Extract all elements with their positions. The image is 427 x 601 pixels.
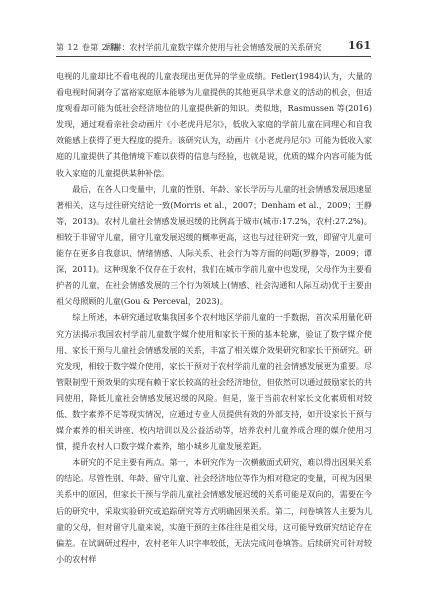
running-title: 顾赫：农村学前儿童数字媒介使用与社会情感发展的关系研究 bbox=[105, 43, 322, 52]
paragraph: 最后，在各人口变量中，儿童的性别、年龄、家长学历与儿童的社会情感发展迅速显著相关，这与过往研究结论一致(Morris et al.，2007；Denham et al.，2009；王静等，2013)。农村儿童社会情感发展迟缓的比例高于城市(城市:17.2%，农村:27.2%)。相较于非留守儿童，留守儿童发展迟缓的概率更高，这也与过往研究一致，即留守儿童可能存在更多自我意识、情绪情感、人际关系、社会行为等方面的问题(罗静等，2009；谭深，2011)。这种现象不仅存在于农村，我们在城市学前儿童中也发现，父母作为主要看护者的儿童，在社会情感发展的三个行为领域上(情感、社会沟通和人际互动)优于主要由祖父母照顾的儿童(Gou & Perceval，2023)。 bbox=[56, 183, 372, 307]
article-body bbox=[56, 68, 372, 567]
running-header bbox=[56, 40, 371, 57]
page-number: 161 bbox=[348, 39, 371, 52]
issue-label: 第 12 卷第 2 期 bbox=[56, 43, 119, 52]
paragraph: 本研究的不足主要有两点。第一，本研究作为一次横截面式研究，难以得出因果关系的结论。尽管性别、年龄、留守儿童、社会经济地位等作为相对稳定的变量，可视为因果关系中的原因，但家长干预与学前儿童社会情感发展迟缓的关系可能是双向的，需要在今后的研究中，采取实验研究或追踪研究等方式明确因果关系。第二，问卷填答人主要为儿童的父母，但对留守儿童来说，实施干预的主体往往是祖父母，这可能导致研究结论存在偏差。在试调研过程中，农村老年人识字率较低，无法完成问卷填答。后续研究可针对较小的农村样 bbox=[56, 457, 372, 564]
paragraph-continued: 电视的儿童却比不看电视的儿童表现出更优异的学业成绩。Fetler(1984)认为，大量的看电视时间剥夺了富裕家庭原本能够为儿童提供的其他更具学术意义的活动的机会，但适度观看却可能为低社会经济地位的儿童提供新的知识。类似地，Rasmussen 等(2016)发现，通过观看亲社会动画片《小老虎丹尼尔》，低收入家庭的学前儿童在同理心和自我效能感上获得了更大程度的提升。该研究认为，动画片《小老虎丹尼尔》可能为低收入家庭的儿童提供了其他情境下难以获得的信息与经验，也就是说，优质的媒介内容可能为低收入家庭的儿童提供某种补偿。 bbox=[56, 71, 372, 178]
paragraph: 综上所述，本研究通过收集我国多个农村地区学前儿童的一手数据，首次采用量化研究方法揭示我国农村学前儿童数字媒介使用和家长干预的基本轮廓，验证了数字媒介使用、家长干预与儿童社会情感发展的关系，丰富了相关媒介效果研究和家长干预研究。研究发现，相较于数字媒介使用，家长干预对于农村学前儿童的社会情感发展更为重要。尽管限制型干预效果的实现有赖于家长较高的社会经济地位，但依然可以通过鼓励家长的共同使用，降低儿童社会情感发展迟缓的风险。但是，鉴于当前农村家长文化素质相对较低、数字素养不足等现实情况，应通过专业人员提供有效的外部支持，如开设家长干预与媒介素养的相关讲座、校内培训以及公益活动等，培养农村儿童养成合理的媒介使用习惯，提升农村人口数字媒介素养，缩小城乡儿童发展差距。 bbox=[56, 312, 372, 452]
